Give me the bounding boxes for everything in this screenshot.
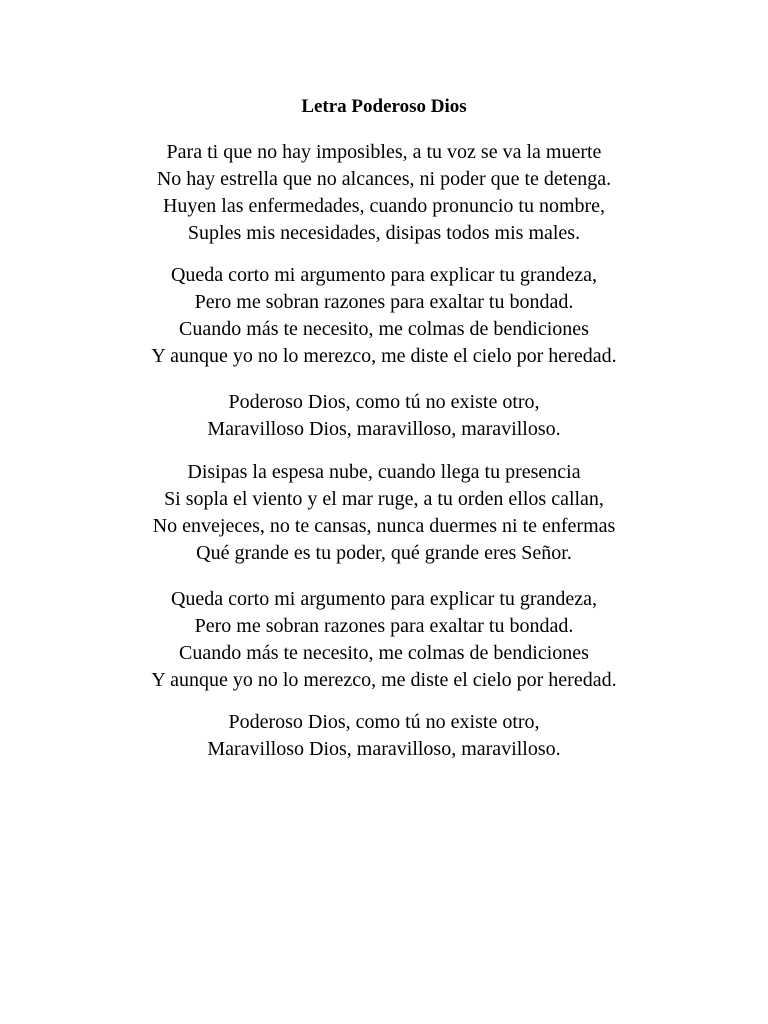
stanza-line: Y aunque yo no lo merezco, me diste el cielo por heredad. <box>151 669 617 691</box>
stanza-line: No envejeces, no te cansas, nunca duermes ni te enfermas <box>152 515 616 537</box>
stanza-6 <box>0 709 768 763</box>
stanza-line: Para ti que no hay imposibles, a tu voz se va la muerte <box>166 141 602 163</box>
stanza-line: Queda corto mi argumento para explicar tu grandeza, <box>170 588 598 610</box>
stanza-line: Cuando más te necesito, me colmas de bendiciones <box>179 642 589 664</box>
stanza-line: Queda corto mi argumento para explicar tu grandeza, <box>170 264 598 286</box>
stanza-line: Disipas la espesa nube, cuando llega tu presencia <box>187 461 581 483</box>
stanza-line: Huyen las enfermedades, cuando pronuncio tu nombre, <box>162 195 606 217</box>
stanza-5 <box>0 586 768 694</box>
stanza-line: Maravilloso Dios, maravilloso, maravilloso. <box>207 418 561 440</box>
stanza-line: Y aunque yo no lo merezco, me diste el cielo por heredad. <box>151 345 617 367</box>
stanza-line: No hay estrella que no alcances, ni poder que te detenga. <box>156 168 612 190</box>
stanza-line: Maravilloso Dios, maravilloso, maravilloso. <box>207 738 561 760</box>
stanza-line: Suples mis necesidades, disipas todos mis males. <box>187 222 581 244</box>
document-title: Letra Poderoso Dios <box>301 96 467 117</box>
stanza-line: Si sopla el viento y el mar ruge, a tu orden ellos callan, <box>164 488 604 510</box>
stanza-1 <box>0 139 768 247</box>
stanza-line: Poderoso Dios, como tú no existe otro, <box>228 711 540 733</box>
stanza-4 <box>0 459 768 567</box>
stanza-line: Pero me sobran razones para exaltar tu bondad. <box>194 291 574 313</box>
stanza-3 <box>0 389 768 443</box>
stanza-line: Cuando más te necesito, me colmas de bendiciones <box>179 318 589 340</box>
stanza-2 <box>0 262 768 370</box>
stanza-line: Poderoso Dios, como tú no existe otro, <box>228 391 540 413</box>
stanza-line: Pero me sobran razones para exaltar tu bondad. <box>194 615 574 637</box>
stanza-line: Qué grande es tu poder, qué grande eres Señor. <box>196 542 572 564</box>
